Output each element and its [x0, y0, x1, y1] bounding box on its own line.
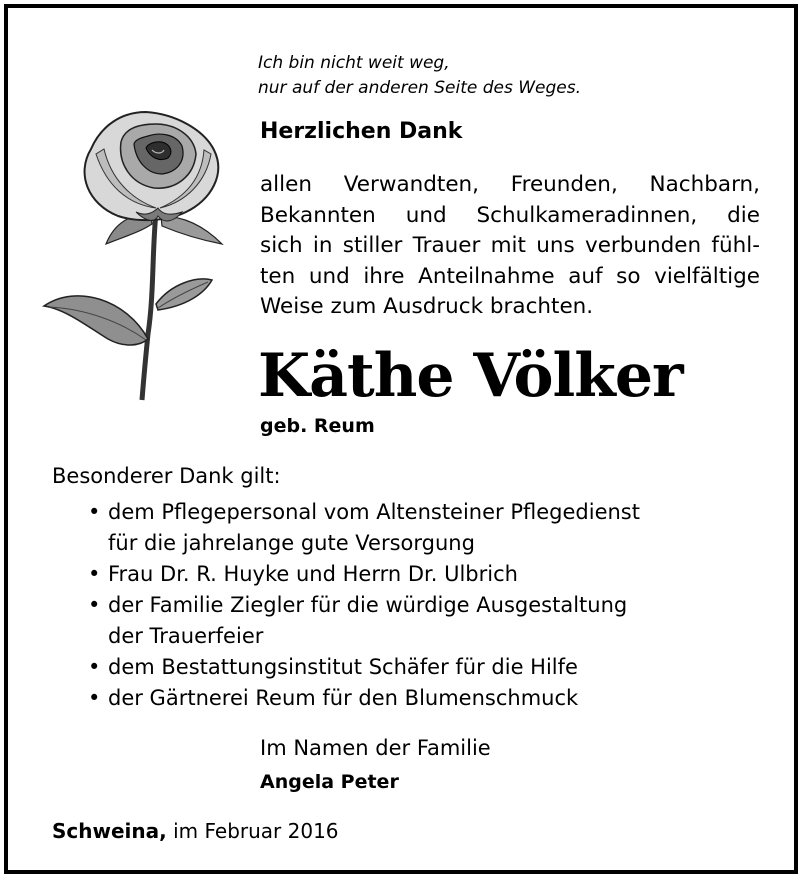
- place-date: [52, 819, 339, 843]
- obituary-card: [4, 4, 798, 874]
- list-item-line: dem Pflegepersonal vom Altensteiner Pflegedienst: [108, 500, 640, 524]
- bullet-icon: •: [88, 686, 101, 710]
- special-thanks-list: [86, 497, 640, 714]
- thanks-line: sich in stiller Trauer mit uns verbunden fühl-: [260, 233, 760, 258]
- thanks-line: Bekannten und Schulkameradinnen, die: [260, 202, 760, 228]
- thanks-paragraph: [260, 170, 760, 323]
- list-item-line: für die jahrelange gute Versorgung: [108, 531, 475, 555]
- bullet-icon: •: [88, 500, 101, 524]
- motto-line-2: nur auf der anderen Seite des Weges.: [258, 78, 582, 98]
- thanks-heading: Herzlichen Dank: [260, 119, 463, 144]
- list-item-line: der Gärtnerei Reum für den Blumenschmuck: [108, 686, 579, 710]
- list-item-line: der Trauerfeier: [108, 624, 264, 648]
- motto-line-1: Ich bin nicht weit weg,: [258, 53, 450, 73]
- list-item-line: dem Bestattungsinstitut Schäfer für die Hilfe: [108, 655, 578, 679]
- list-item: [86, 683, 640, 714]
- list-item-line: der Familie Ziegler für die würdige Ausgestaltung: [108, 593, 628, 617]
- birth-name: geb. Reum: [260, 415, 375, 437]
- bullet-icon: •: [88, 655, 101, 679]
- list-item-line: Frau Dr. R. Huyke und Herrn Dr. Ulbrich: [108, 562, 518, 586]
- list-item: [86, 652, 640, 683]
- special-thanks-heading: Besonderer Dank gilt:: [52, 464, 281, 488]
- bullet-icon: •: [88, 593, 101, 617]
- list-item: [86, 559, 640, 590]
- thanks-line: allen Verwandten, Freunden, Nachbarn,: [260, 172, 760, 197]
- thanks-line: Weise zum Ausdruck brachten.: [260, 294, 594, 319]
- list-item: [86, 590, 640, 652]
- thanks-line: ten und ihre Anteilnahme auf so vielfältige: [260, 263, 760, 289]
- rose-illustration: [36, 104, 236, 404]
- deceased-name: Käthe Völker: [258, 341, 683, 411]
- list-item: [86, 497, 640, 559]
- date-text: im Februar 2016: [173, 819, 339, 843]
- place-name: Schweina,: [52, 819, 167, 843]
- bullet-icon: •: [88, 562, 101, 586]
- on-behalf-text: Im Namen der Familie: [260, 736, 491, 760]
- signer-name: Angela Peter: [260, 771, 399, 793]
